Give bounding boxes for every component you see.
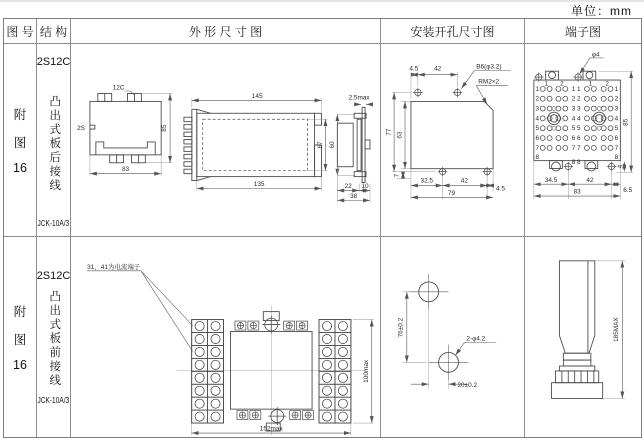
row-num: 3 [535, 105, 539, 113]
hole-spec-label: B6(φ3.2) [476, 63, 502, 71]
outline-diagram-cell-row2 [71, 237, 381, 437]
fig-no-line: 附 [13, 305, 27, 319]
dim-label: 83 [573, 188, 581, 196]
note-leaders [87, 270, 192, 351]
dim-label: 42 [434, 65, 442, 73]
fig-no-line: 图 [13, 333, 27, 347]
structure-desc: 凸出式板前接线 [48, 289, 61, 388]
row-num: 2 [614, 95, 618, 103]
outline-diagram-cell-row1 [71, 44, 381, 237]
page-top-edge [0, 0, 644, 2]
current-terminal-note: 31、41为电流端子 [87, 263, 141, 271]
pair-num: 2 2 [571, 95, 581, 103]
unit-label: 单位：mm [571, 4, 632, 18]
dim-label: 63 [396, 131, 404, 139]
dim-label: 42 [460, 177, 468, 185]
mounting-holes [409, 273, 469, 388]
panel-mount-view [337, 94, 373, 202]
mounting-diagram-cell-row1 [381, 44, 525, 237]
dim-label: 67 [316, 141, 324, 149]
mounting-hole-drawing-row1 [381, 44, 524, 236]
mounting-diagram-cell-row2 [381, 237, 525, 437]
dim-label: 4 [616, 164, 624, 169]
row-num: 1 [535, 85, 539, 93]
dim-label: 2.5max [348, 94, 370, 102]
mounting-hole-drawing-row2 [381, 238, 524, 437]
structure-desc: 凸出式板后接线 [48, 94, 61, 193]
figure-number-cell-row1 [4, 44, 37, 237]
col-label: 1 [543, 80, 548, 88]
dim-label: 38 [350, 192, 358, 200]
outline-drawing-rear-wiring [71, 44, 380, 236]
relay-front-view [77, 85, 172, 176]
row-num: 8 [535, 154, 539, 162]
pair-num: 5 5 [571, 125, 581, 133]
structure-model: 2S12C [37, 56, 71, 68]
dim-label: 85 [161, 124, 169, 132]
outline-drawing-front-wiring [71, 238, 380, 437]
dim-label: 7 [393, 173, 401, 178]
pair-num: 3 3 [571, 105, 581, 113]
dim-label: 10 [361, 182, 369, 190]
structure-cell-row2 [37, 237, 71, 437]
dim-label: 83 [121, 166, 130, 174]
dim-label: 79 [447, 189, 456, 197]
row-num: 5 [614, 125, 618, 133]
dim-label: 34.5 [544, 176, 557, 184]
structure-model: 2S12C [37, 269, 71, 282]
relay-model: JCK-10A/3 [37, 395, 70, 405]
fig-no-line: 16 [13, 358, 27, 372]
row-num: 7 [535, 144, 539, 152]
hole-dia-label: φ4 [591, 51, 600, 59]
row-num: 1 [614, 85, 618, 93]
fig-no-line: 16 [13, 161, 27, 175]
profile-dims [594, 260, 624, 398]
row-num: 6 [614, 135, 618, 142]
dim-label: 145 [251, 92, 263, 100]
dim-label: 2S [77, 125, 85, 133]
dim-label: 76±0.2 [397, 317, 405, 337]
dim-label: 32.5 [420, 177, 434, 185]
row-num: 2 [535, 95, 539, 103]
mounting-dims [397, 291, 496, 388]
block-dims [192, 319, 374, 434]
terminal-layout-drawing [526, 44, 641, 236]
col-label: 1 [588, 80, 592, 88]
dim-label: 6.5 [622, 187, 632, 195]
thread-spec-label: RM2×2 [478, 78, 500, 86]
relay-side-view [184, 93, 355, 191]
dim-label: 4.5 [409, 65, 419, 73]
dim-label: 135 [253, 181, 265, 189]
dim-label: 85 [622, 118, 630, 126]
dim-label: 100max [362, 359, 370, 383]
dim-label: 42 [585, 176, 593, 184]
row-num: 6 [535, 135, 539, 142]
panel-cutout [411, 88, 493, 177]
dim-label: 4.5 [496, 185, 505, 193]
fig-no-line: 图 [13, 136, 27, 150]
dim-label: 12C [112, 84, 125, 92]
fig-no-line: 附 [13, 108, 27, 122]
figure-number-cell-row2 [4, 237, 37, 437]
header-outline: 外 形 尺 寸 图 [71, 19, 381, 44]
col-label: 2 [559, 80, 564, 88]
header-fig-no: 图 号 [4, 19, 37, 44]
header-structure: 结 构 [37, 19, 71, 44]
relay-model: JCK-10A/3 [37, 219, 70, 228]
row-num: 7 [614, 144, 618, 152]
mounting-dims [386, 64, 511, 200]
dim-label: 20±0.2 [457, 381, 478, 389]
pair-num: 7 7 [571, 144, 581, 152]
row-num: 4 [614, 115, 618, 123]
relay-profile-drawing [526, 238, 641, 437]
dim-label: 60 [328, 141, 336, 149]
header-mounting: 安装开孔尺寸图 [381, 19, 525, 44]
hole-spec-label: 2-φ4.2 [466, 334, 486, 342]
dim-label: 77 [385, 128, 393, 136]
terminal-diagram-cell-row2 [525, 237, 641, 437]
row-num: 8 [614, 154, 618, 162]
row-num: 4 [535, 115, 539, 123]
row-num: 5 [535, 125, 539, 133]
pair-num: 1 1 [571, 85, 581, 93]
pair-num: 4 4 [571, 115, 581, 123]
structure-cell-row1 [37, 44, 71, 237]
dim-label: 185MAX [612, 316, 620, 342]
relay-profile [551, 260, 602, 398]
header-terminal: 端子图 [525, 19, 641, 44]
spec-table [3, 18, 642, 438]
dim-label: 22 [344, 182, 352, 190]
terminal-numbers [535, 80, 618, 166]
row-num: 3 [614, 105, 618, 113]
dim-label: 152max [259, 425, 283, 433]
pair-num: 8 8 [571, 159, 581, 167]
pair-num: 6 6 [571, 135, 581, 142]
terminal-block-front [177, 305, 366, 434]
col-label: 2 [604, 80, 609, 88]
terminal-diagram-cell-row1 [525, 44, 641, 237]
